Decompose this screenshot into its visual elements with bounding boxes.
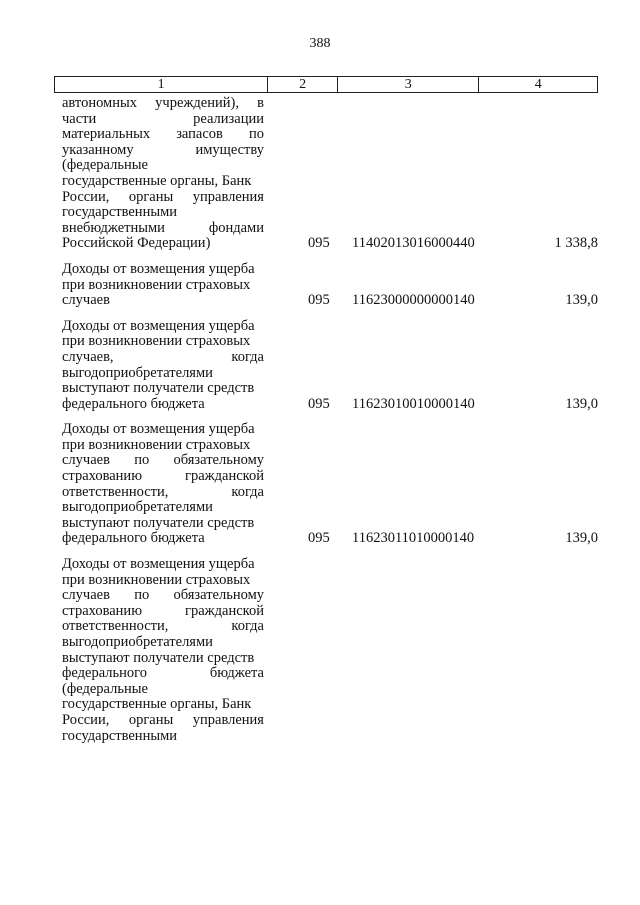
- description-line: [62, 531, 264, 547]
- description-line: [62, 469, 264, 485]
- description-word: выступают получатели средств: [62, 380, 255, 397]
- description-line: [62, 143, 264, 159]
- description-word: при возникновении страховых: [62, 276, 251, 293]
- description-line: [62, 366, 264, 382]
- description-line: [62, 127, 264, 143]
- description-word: гражданской: [185, 602, 264, 619]
- description-word: Доходы от возмещения ущерба: [62, 556, 255, 573]
- description-word: случаев: [62, 452, 110, 469]
- description-word: случаев,: [62, 348, 114, 365]
- description-word: случаев: [62, 587, 110, 604]
- description-word: фондами: [208, 219, 264, 236]
- description-line: [62, 174, 264, 190]
- description-word: федерального бюджета: [62, 530, 205, 547]
- description-line: [62, 438, 264, 454]
- description-word: государственными: [62, 204, 178, 221]
- description-word: когда: [231, 348, 264, 365]
- description-line: [62, 682, 264, 698]
- description-line: [62, 588, 264, 604]
- column-header-3: 3: [338, 77, 479, 92]
- description-word: части: [62, 110, 97, 127]
- description-word: федерального бюджета: [62, 395, 205, 412]
- description-line: [62, 205, 264, 221]
- description-word: органы: [128, 711, 174, 728]
- description-word: России,: [62, 711, 110, 728]
- description-word: по: [134, 452, 150, 469]
- description-word: государственными: [62, 727, 178, 744]
- row-description: [62, 319, 264, 413]
- description-line: [62, 190, 264, 206]
- description-line: [62, 635, 264, 651]
- description-word: России,: [62, 188, 110, 205]
- description-word: выступают получатели средств: [62, 649, 255, 666]
- table-row: [62, 319, 602, 413]
- amount-value: 1 338,8: [554, 235, 598, 252]
- description-word: обязательному: [173, 587, 264, 604]
- admin-code: 095: [308, 395, 330, 412]
- admin-code: 095: [308, 530, 330, 547]
- description-word: государственные органы, Банк: [62, 696, 252, 713]
- description-line: [62, 666, 264, 682]
- description-line: [62, 236, 264, 252]
- description-line: [62, 729, 264, 745]
- description-word: Российской Федерации): [62, 235, 211, 252]
- column-header-2: 2: [268, 77, 338, 92]
- description-word: по: [134, 587, 150, 604]
- description-line: [62, 573, 264, 589]
- description-line: [62, 278, 264, 294]
- description-word: учреждений),: [155, 95, 239, 111]
- description-line: [62, 485, 264, 501]
- description-word: ответственности,: [62, 483, 169, 500]
- amount-value: 139,0: [565, 530, 598, 547]
- description-line: [62, 96, 264, 112]
- admin-code: 095: [308, 292, 330, 309]
- row-description: [62, 422, 264, 547]
- row-description: [62, 96, 264, 252]
- description-word: страхованию: [62, 602, 143, 619]
- description-word: бюджета: [209, 665, 264, 682]
- description-line: [62, 262, 264, 278]
- description-word: при возникновении страховых: [62, 333, 251, 350]
- description-word: реализации: [193, 110, 264, 127]
- column-header-4: 4: [534, 77, 542, 92]
- description-word: обязательному: [173, 452, 264, 469]
- description-line: [62, 422, 264, 438]
- description-word: имуществу: [195, 141, 264, 158]
- description-word: государственные органы, Банк: [62, 172, 252, 189]
- description-line: [62, 293, 264, 309]
- description-word: выгодоприобретателями: [62, 499, 213, 516]
- description-line: [62, 381, 264, 397]
- description-word: ответственности,: [62, 618, 169, 635]
- description-line: [62, 397, 264, 413]
- description-word: управления: [192, 188, 264, 205]
- table-body: [62, 96, 602, 754]
- description-line: [62, 697, 264, 713]
- column-header-1: 1: [55, 77, 268, 92]
- table-row: [62, 422, 602, 547]
- description-line: [62, 112, 264, 128]
- description-word: гражданской: [185, 468, 264, 485]
- description-word: по: [248, 126, 264, 143]
- description-word: Доходы от возмещения ущерба: [62, 260, 255, 277]
- description-word: материальных: [62, 126, 151, 143]
- budget-classification-code: 11402013016000440: [352, 235, 475, 252]
- description-line: [62, 619, 264, 635]
- description-word: федерального: [62, 665, 147, 682]
- table-row: [62, 262, 602, 309]
- description-word: когда: [231, 483, 264, 500]
- description-word: управления: [192, 711, 264, 728]
- description-word: когда: [231, 618, 264, 635]
- description-word: (федеральные: [62, 680, 148, 697]
- description-line: [62, 221, 264, 237]
- description-word: страхованию: [62, 468, 143, 485]
- description-line: [62, 158, 264, 174]
- description-word: Доходы от возмещения ущерба: [62, 317, 255, 334]
- row-description: [62, 262, 264, 309]
- description-word: автономных: [62, 95, 137, 111]
- description-word: указанному: [62, 141, 134, 158]
- description-line: [62, 334, 264, 350]
- description-word: внебюджетными: [62, 219, 165, 236]
- budget-classification-code: 11623011010000140: [352, 530, 475, 547]
- description-word: запасов: [176, 126, 223, 143]
- description-word: случаев: [62, 292, 110, 309]
- description-word: в: [257, 95, 264, 111]
- description-word: выгодоприобретателями: [62, 634, 213, 650]
- table-row: [62, 557, 602, 744]
- admin-code: 095: [308, 235, 330, 252]
- description-line: [62, 604, 264, 620]
- description-line: [62, 453, 264, 469]
- description-line: [62, 651, 264, 667]
- table-row: [62, 96, 602, 252]
- description-line: [62, 350, 264, 366]
- description-line: [62, 713, 264, 729]
- description-word: при возникновении страховых: [62, 571, 251, 588]
- description-word: при возникновении страховых: [62, 436, 251, 453]
- table-header-row: [54, 76, 598, 93]
- description-word: (федеральные: [62, 157, 148, 174]
- description-line: [62, 516, 264, 532]
- budget-classification-code: 11623000000000140: [352, 292, 475, 309]
- page-number: 388: [309, 36, 331, 51]
- description-word: Доходы от возмещения ущерба: [62, 421, 255, 438]
- description-line: [62, 319, 264, 335]
- description-line: [62, 500, 264, 516]
- amount-value: 139,0: [565, 292, 598, 309]
- description-word: выгодоприобретателями: [62, 364, 213, 381]
- description-line: [62, 557, 264, 573]
- amount-value: 139,0: [565, 395, 598, 412]
- budget-classification-code: 11623010010000140: [352, 395, 475, 412]
- row-description: [62, 557, 264, 744]
- description-word: органы: [128, 188, 174, 205]
- description-word: выступают получатели средств: [62, 514, 255, 531]
